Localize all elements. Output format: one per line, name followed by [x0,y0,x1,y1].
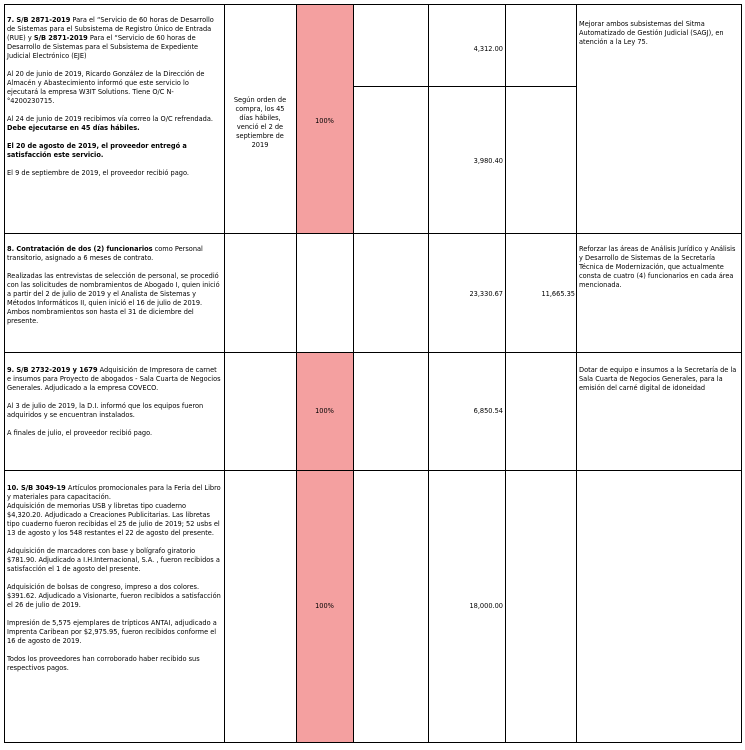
row9-description: 9. S/B 2732-2019 y 1679 Adquisición de Impresora de carnet e insumos para Proyecto de abogados - Sala Cuarta de Negocios Generales. Adjudicado a la empresa COVECO. Al 3 de julio de 2019, la D.I. informó que los equipos fueron adquiridos y se encuentran instalados. A finales de julio, el proveedor recibió pago. [7,366,221,437]
row10-paragraph-4: Impresión de 5,575 ejemplares de trípticos ANTAI, adjudicado a Imprenta Caribean por $2,975.95, fueron recibidos conforme el 16 de agosto de 2019. [7,619,217,645]
row10-paragraph-5: Todos los proveedores han corroborado haber recibido sus respectivos pagos. [7,655,200,672]
row9-amount: 6,850.54 [473,407,503,415]
row7-paragraph-1: Al 20 de junio de 2019, Ricardo González de la Dirección de Almacén y Abastecimiento informó que este servicio lo ejecutará la empresa W3IT Solutions. Tiene O/C N-°4200230715. [7,70,205,105]
row7-paragraph-2-bold: Debe ejecutarse en 45 días hábiles. [7,124,140,132]
row7-remark: Mejorar ambos subsistemas del Sitma Automatizado de Gestión Judicial (SAGJ), en atención a la Ley 75. [579,20,724,46]
row10-paragraph-3: Adquisición de bolsas de congreso, impreso a dos colores. $391.62. Adjudicado a Visionarte, fueron recibidos a satisfacción el 26 de julio de 2019. [7,583,221,609]
row7-paragraph-4: El 9 de septiembre de 2019, el proveedor recibió pago. [7,169,189,177]
row9-remark: Dotar de equipo e insumos a la Secretaría de la Sala Cuarta de Negocios Generales, para la emisión del carné digital de idoneidad [579,366,737,392]
row9-percent: 100% [315,407,334,415]
row10-paragraph-2: Adquisición de marcadores con base y bolígrafo giratorio $781.90. Adjudicado a I.H.Internacional, S.A. , fueron recibidos a satisfacción el 1 de agosto del presente. [7,547,220,573]
row10-paragraph-1: Adquisición de memorias USB y libretas tipo cuaderno $4,320.20. Adjudicado a Creaciones Publicitarias. Las libretas tipo cuaderno fueron recibidas el 25 de julio de 2019; 52 usbs el 13 de agosto y los 548 restantes el 22 de agosto del presente. [7,502,220,537]
row7-amount-a: 4,312.00 [473,45,503,53]
row7-paragraph-2: Al 24 de junio de 2019 recibimos vía correo la O/C refrendada. [7,115,213,123]
row7-schedule: Según orden de compra, los 45 días hábiles, venció el 2 de septiembre de 2019 [233,96,287,149]
row7-percent: 100% [315,117,334,125]
row10-amount: 18,000.00 [469,602,503,610]
row9-paragraph-1: Al 3 de julio de 2019, la D.I. informó que los equipos fueron adquiridos y se encuentran instalados. [7,402,204,419]
row9-paragraph-2: A finales de julio, el proveedor recibió pago. [7,429,153,437]
row10-heading-code: 10. S/B 3049-19 [7,484,66,492]
row7-description: 7. S/B 2871-2019 Para el “Servicio de 60 horas de Desarrollo de Sistemas para el Subsistema de Registro Único de Entrada (RUE) y S/B 2871-2019 Para el “Servicio de 60 horas de Desarrollo de Sistemas para el Subsistema de Expediente Judicial Electrónico (EJE) Al 20 de junio de 2019, Ricardo González de la Dirección de Almacén y Abastecimiento informó que este servicio lo ejecutará la empresa W3IT Solutions. Tiene O/C N-°4200230715. Al 24 de junio de 2019 recibimos vía correo la O/C refrendada. Debe ejecutarse en 45 días hábiles. El 20 de agosto de 2019, el proveedor entregó a satisfacción este servicio. El 9 de septiembre de 2019, el proveedor recibió pago. [7,16,221,187]
row8-amount: 23,330.67 [469,290,503,298]
row7-paragraph-3: El 20 de agosto de 2019, el proveedor entregó a satisfacción este servicio. [7,142,187,159]
row10-percent: 100% [315,602,334,610]
row8-description: 8. Contratación de dos (2) funcionarios como Personal transitorio, asignado a 6 meses de contrato. Realizadas las entrevistas de selección de personal, se procedió con las solicitudes de nombramientos de Abogado I, quien inició a partir del 2 de julio de 2019 y el Analista de Sistemas y Métodos Informáticos II, quien inició el 16 de julio de 2019. Ambos nombramientos son hasta el 31 de diciembre del presente. [7,245,220,325]
row7-amount-b: 3,980.40 [473,157,503,165]
row8-remark: Reforzar las áreas de Análisis Jurídico y Análisis y Desarrollo de Sistemas de la Secretaría Técnica de Modernización, que actualmente consta de cuatro (4) funcionarios en cada área mencionada. [579,245,736,289]
row9-heading-code: 9. S/B 2732-2019 y 1679 [7,366,98,374]
row8-amount-paid: 11,665.35 [541,290,575,298]
row8-paragraph-1: Realizadas las entrevistas de selección de personal, se procedió con las solicitudes de nombramientos de Abogado I, quien inició a partir del 2 de julio de 2019 y el Analista de Sistemas y Métodos Informáticos II, quien inició el 16 de julio de 2019. Ambos nombramientos son hasta el 31 de diciembre del presente. [7,272,220,325]
row8-heading-code: 8. Contratación de dos (2) funcionarios [7,245,153,253]
row10-description: 10. S/B 3049-19 Artículos promocionales para la Feria del Libro y materiales para capacitación. Adquisición de memorias USB y libretas tipo cuaderno $4,320.20. Adjudicado a Creaciones Publicitarias. Las libretas tipo cuaderno fueron recibidas el 25 de julio de 2019; 52 usbs el 13 de agosto y los 548 restantes el 22 de agosto del presente. Adquisición de marcadores con base y bolígrafo giratorio $781.90. Adjudicado a I.H.Internacional, S.A. , fueron recibidos a satisfacción el 1 de agosto del presente. Adquisición de bolsas de congreso, impreso a dos colores. $391.62. Adjudicado a Visionarte, fueron recibidos a satisfacción el 26 de julio de 2019. Impresión de 5,575 ejemplares de trípticos ANTAI, adjudicado a Imprenta Caribean por $2,975.95, fueron recibidos conforme el 16 de agosto de 2019. Todos los proveedores han corroborado haber recibido sus respectivos pagos. [7,484,221,672]
row7-heading-code: 7. S/B 2871-2019 [7,16,71,24]
